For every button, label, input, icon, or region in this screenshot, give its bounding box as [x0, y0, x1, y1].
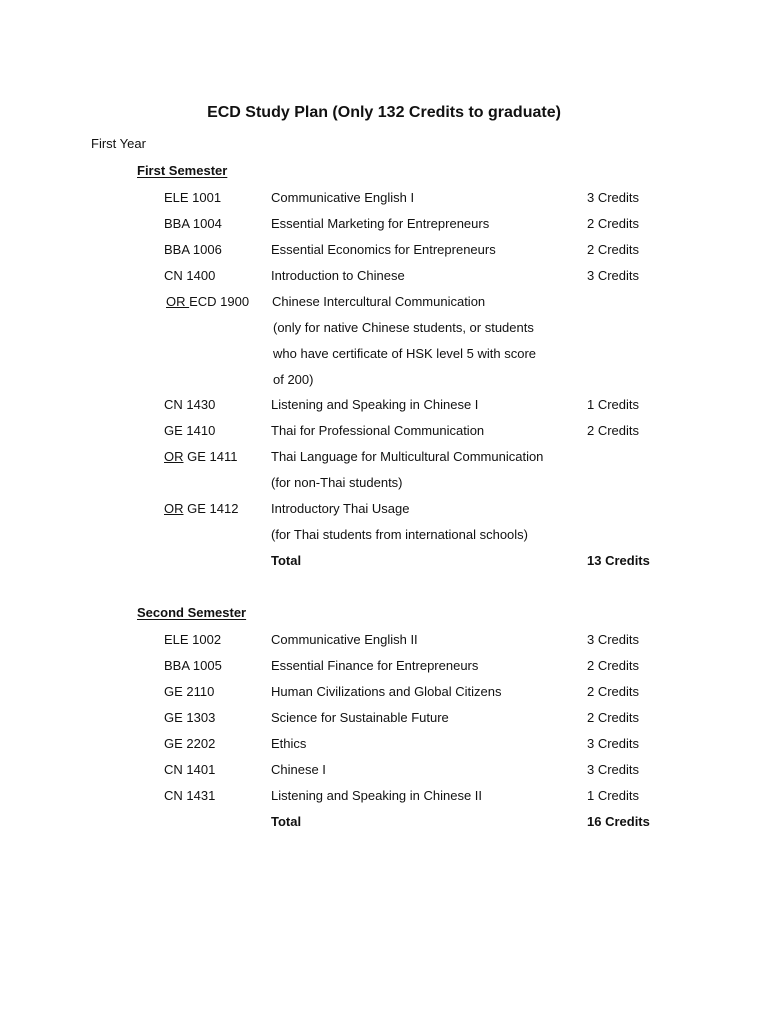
or-label: OR — [164, 449, 184, 464]
course-row — [0, 658, 768, 684]
course-credits: 3 Credits — [587, 268, 640, 283]
course-code: BBA 1005 — [164, 658, 222, 673]
alternative-course-row — [0, 501, 768, 527]
course-code — [164, 449, 237, 464]
course-row — [0, 397, 768, 423]
year-heading: First Year — [91, 136, 146, 151]
course-name: Listening and Speaking in Chinese II — [271, 788, 483, 803]
course-credits: 2 Credits — [587, 242, 640, 257]
course-code: GE 1410 — [164, 423, 216, 438]
course-credits: 3 Credits — [587, 762, 640, 777]
total-credits: 16 Credits — [587, 814, 650, 829]
course-code: CN 1401 — [164, 762, 216, 777]
course-credits: 2 Credits — [587, 710, 640, 725]
course-row — [0, 242, 768, 268]
course-code: CN 1430 — [164, 397, 216, 412]
course-name: Communicative English II — [271, 632, 418, 647]
total-credits: 13 Credits — [587, 553, 650, 568]
course-name: Ethics — [271, 736, 307, 751]
course-row — [0, 268, 768, 294]
or-label: OR — [164, 501, 184, 516]
alternative-course-row — [0, 449, 768, 475]
course-row — [0, 736, 768, 762]
course-credits: 1 Credits — [587, 397, 640, 412]
or-label: OR — [166, 294, 186, 309]
course-row — [0, 190, 768, 216]
course-note-line: (for non-Thai students) — [271, 475, 403, 490]
course-credits: 3 Credits — [587, 632, 640, 647]
course-note-line: (only for native Chinese students, or students — [273, 320, 534, 335]
course-name: Chinese I — [271, 762, 326, 777]
course-name: Communicative English I — [271, 190, 415, 205]
course-code: BBA 1004 — [164, 216, 222, 231]
course-name: Essential Finance for Entrepreneurs — [271, 658, 479, 673]
course-code: GE 2202 — [164, 736, 216, 751]
course-row — [0, 710, 768, 736]
course-code: CN 1431 — [164, 788, 216, 803]
course-name: Essential Economics for Entrepreneurs — [271, 242, 496, 257]
course-name: Human Civilizations and Global Citizens — [271, 684, 502, 699]
course-code: GE 2110 — [164, 684, 215, 699]
course-row — [0, 423, 768, 449]
alternative-course-row — [0, 294, 768, 320]
course-name: Science for Sustainable Future — [271, 710, 449, 725]
course-name: Introduction to Chinese — [271, 268, 405, 283]
course-note-line: (for Thai students from international schools) — [271, 527, 528, 542]
alt-code: GE 1411 — [187, 449, 238, 464]
page-title: ECD Study Plan (Only 132 Credits to graduate) — [207, 104, 561, 121]
total-label: Total — [271, 553, 302, 568]
course-credits: 1 Credits — [587, 788, 640, 803]
course-credits: 2 Credits — [587, 216, 640, 231]
course-credits: 2 Credits — [587, 684, 640, 699]
course-note-line: of 200) — [273, 372, 314, 387]
alt-code: GE 1412 — [187, 501, 239, 516]
course-row — [0, 216, 768, 242]
course-name: Thai Language for Multicultural Communication — [271, 449, 544, 464]
second-semester-heading: Second Semester — [137, 605, 247, 620]
course-row — [0, 684, 768, 710]
course-row — [0, 788, 768, 814]
course-credits: 3 Credits — [587, 736, 640, 751]
course-code — [164, 501, 238, 516]
course-code: CN 1400 — [164, 268, 216, 283]
course-credits: 2 Credits — [587, 423, 640, 438]
course-code: BBA 1006 — [164, 242, 222, 257]
course-name: Listening and Speaking in Chinese I — [271, 397, 479, 412]
total-row — [0, 814, 768, 840]
course-code: ELE 1002 — [164, 632, 222, 647]
course-name: Essential Marketing for Entrepreneurs — [271, 216, 490, 231]
course-code: GE 1303 — [164, 710, 216, 725]
course-code: ELE 1001 — [164, 190, 222, 205]
course-credits: 3 Credits — [587, 190, 640, 205]
course-credits: 2 Credits — [587, 658, 640, 673]
course-name: Thai for Professional Communication — [271, 423, 485, 438]
course-name: Introductory Thai Usage — [271, 501, 410, 516]
course-row — [0, 632, 768, 658]
alt-code: ECD 1900 — [189, 294, 250, 309]
first-semester-heading: First Semester — [137, 163, 228, 178]
course-note-line: who have certificate of HSK level 5 with score — [273, 346, 537, 361]
course-row — [0, 762, 768, 788]
course-name: Chinese Intercultural Communication — [272, 294, 486, 309]
total-row — [0, 553, 768, 579]
course-code — [166, 294, 249, 309]
total-label: Total — [271, 814, 302, 829]
